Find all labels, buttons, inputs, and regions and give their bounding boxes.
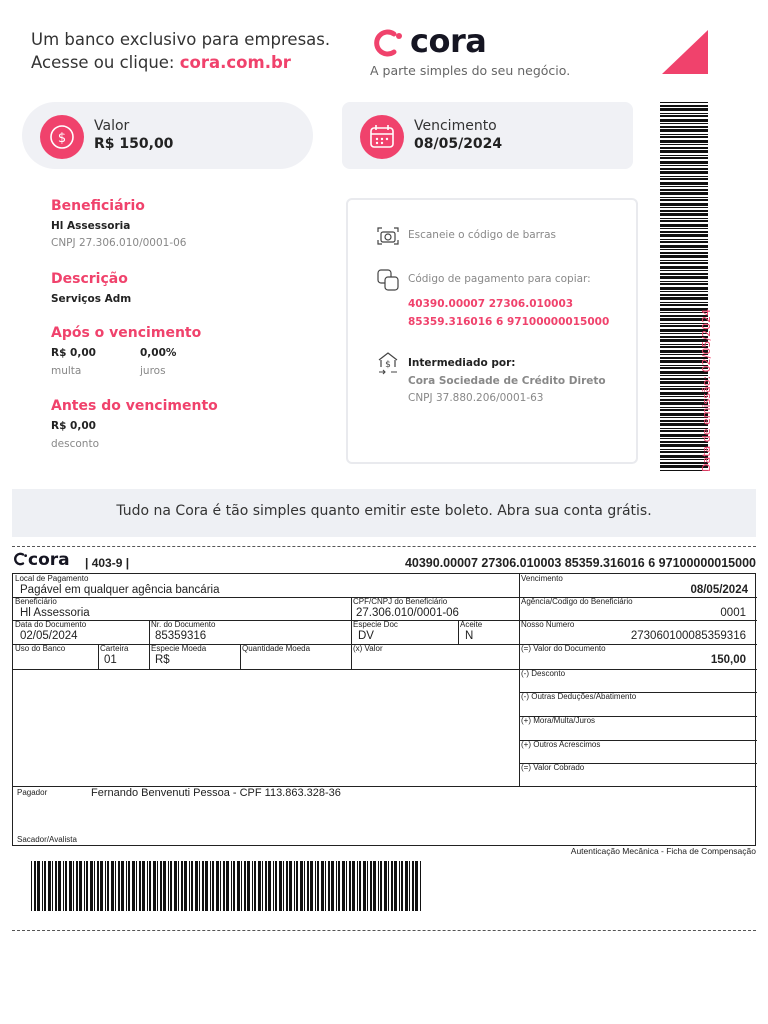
autenticacao-text: Autenticação Mecânica - Ficha de Compensação	[570, 846, 756, 856]
emissao-label: Data de emissão:	[700, 375, 713, 472]
aceite-value: N	[465, 630, 474, 642]
intermediado-name: Cora Sociedade de Crédito Direto	[408, 375, 606, 387]
local-pagamento-label: Local de Pagamento	[15, 574, 89, 583]
cpf-cnpj-label: CPF/CNPJ do Beneficiário	[353, 597, 448, 606]
data-doc-label: Data do Documento	[15, 620, 87, 629]
desconto-value: R$ 0,00	[51, 420, 96, 432]
cut-line-top	[12, 546, 756, 547]
logo-wordmark: cora	[410, 22, 487, 60]
slip-cora-icon	[12, 552, 28, 566]
outras-deducoes-label: (-) Outras Deduções/Abatimento	[521, 692, 637, 701]
cut-line-bottom	[12, 930, 756, 931]
intro-line-1: Um banco exclusivo para empresas.	[31, 30, 331, 49]
x-valor-label: (x) Valor	[353, 644, 383, 653]
sacador-label: Sacador/Avalista	[17, 835, 77, 844]
carteira-label: Carteira	[100, 644, 129, 653]
cora-logo-icon	[370, 28, 406, 58]
slip-header	[12, 550, 756, 573]
slip-barcode	[31, 861, 422, 911]
data-emissao	[700, 309, 713, 472]
pagador-value: Fernando Benvenuti Pessoa - CPF 113.863.328-36	[91, 787, 341, 799]
outros-acrescimos-label: (+) Outros Acrescimos	[521, 740, 601, 749]
multa-label: multa	[51, 365, 82, 377]
copy-label: Código de pagamento para copiar:	[408, 273, 591, 285]
valor-doc-value: 150,00	[710, 654, 746, 666]
intro-line-2	[31, 51, 330, 74]
beneficiario-title: Beneficiário	[51, 198, 145, 214]
corner-triangle-icon	[662, 30, 708, 74]
svg-text:$: $	[57, 131, 67, 146]
code-line-1[interactable]: 40390.00007 27306.010003	[408, 298, 574, 310]
nosso-numero-label: Nosso Numero	[521, 620, 575, 629]
juros-label: juros	[140, 365, 166, 377]
nr-doc-value: 85359316	[155, 630, 207, 642]
cora-link[interactable]: cora.com.br	[179, 53, 291, 72]
linha-digitavel: 40390.00007 27306.010003 85359.316016 6 97100000015000	[404, 556, 756, 570]
beneficiario-name: Hl Assessoria	[51, 220, 131, 232]
bank-code: | 403-9 |	[85, 556, 130, 570]
slip-logo-text: cora	[28, 550, 70, 570]
uso-banco-label: Uso do Banco	[15, 644, 66, 653]
desconto-label: desconto	[51, 438, 99, 450]
vencimento-label: Vencimento	[414, 118, 497, 134]
quantidade-moeda-label: Quantidade Moeda	[242, 644, 311, 653]
agencia-value: 0001	[720, 607, 746, 619]
beneficiario-cnpj: CNPJ 27.306.010/0001-06	[51, 237, 187, 249]
valor-value: R$ 150,00	[94, 136, 174, 152]
valor-pill	[22, 102, 313, 169]
data-doc-value: 02/05/2024	[20, 630, 78, 642]
intermediado-label: Intermediado por:	[408, 357, 516, 369]
nosso-numero-value: 273060100085359316	[630, 630, 746, 642]
especie-moeda-label: Especie Moeda	[151, 644, 207, 653]
especie-doc-value: DV	[358, 630, 374, 642]
beneficiario-slip-label: Beneficiário	[15, 597, 57, 606]
desconto-slip-label: (-) Desconto	[521, 669, 566, 678]
code-line-2[interactable]: 85359.316016 6 97100000015000	[408, 316, 610, 328]
carteira-value: 01	[104, 654, 117, 666]
intermediado-cnpj: CNPJ 37.880.206/0001-63	[408, 392, 544, 404]
intro-prefix: Acesse ou clique:	[31, 53, 180, 72]
beneficiario-slip-value: Hl Assessoria	[20, 607, 90, 619]
vencimento-value: 08/05/2024	[414, 136, 503, 152]
juros-value: 0,00%	[140, 347, 177, 359]
valor-doc-label: (=) Valor do Documento	[521, 644, 606, 653]
nr-doc-label: Nr. do Documento	[151, 620, 216, 629]
antes-vencimento-title: Antes do vencimento	[51, 398, 218, 414]
mora-label: (+) Mora/Multa/Juros	[521, 716, 596, 725]
aceite-label: Aceite	[460, 620, 483, 629]
agencia-label: Agência/Codigo do Beneficiário	[521, 597, 633, 606]
vencimento-pill	[342, 102, 633, 169]
svg-text:$: $	[385, 360, 391, 370]
calendar-icon	[360, 115, 404, 159]
copy-icon[interactable]	[376, 268, 400, 292]
valor-label: Valor	[94, 118, 130, 134]
cora-logo	[370, 22, 487, 62]
descricao-value: Serviços Adm	[51, 293, 132, 305]
dollar-coin-icon	[40, 115, 84, 159]
emissao-date: 02/05/2024	[700, 308, 713, 373]
cpf-cnpj-value: 27.306.010/0001-06	[356, 607, 459, 619]
apos-vencimento-title: Após o vencimento	[51, 325, 202, 341]
pagador-label: Pagador	[17, 788, 48, 797]
promo-banner	[12, 489, 756, 537]
camera-scan-icon	[376, 224, 400, 248]
payment-card	[346, 198, 638, 464]
tagline: A parte simples do seu negócio.	[370, 63, 571, 78]
intro-text	[31, 28, 330, 74]
banner-text: Tudo na Cora é tão simples quanto emitir este boleto. Abra sua conta grátis.	[116, 503, 652, 519]
especie-moeda-value: R$	[155, 654, 170, 666]
bank-transfer-icon	[376, 350, 400, 376]
valor-cobrado-label: (=) Valor Cobrado	[521, 763, 585, 772]
local-pagamento-value: Pagável em qualquer agência bancária	[20, 584, 220, 596]
boleto-grid	[12, 573, 756, 846]
especie-doc-label: Especie Doc	[353, 620, 398, 629]
multa-value: R$ 0,00	[51, 347, 96, 359]
vencimento-slip-label: Vencimento	[521, 574, 563, 583]
vencimento-slip-value: 08/05/2024	[690, 584, 748, 596]
scan-text: Escaneie o código de barras	[408, 229, 557, 241]
slip-logo	[12, 550, 70, 570]
descricao-title: Descrição	[51, 271, 128, 287]
